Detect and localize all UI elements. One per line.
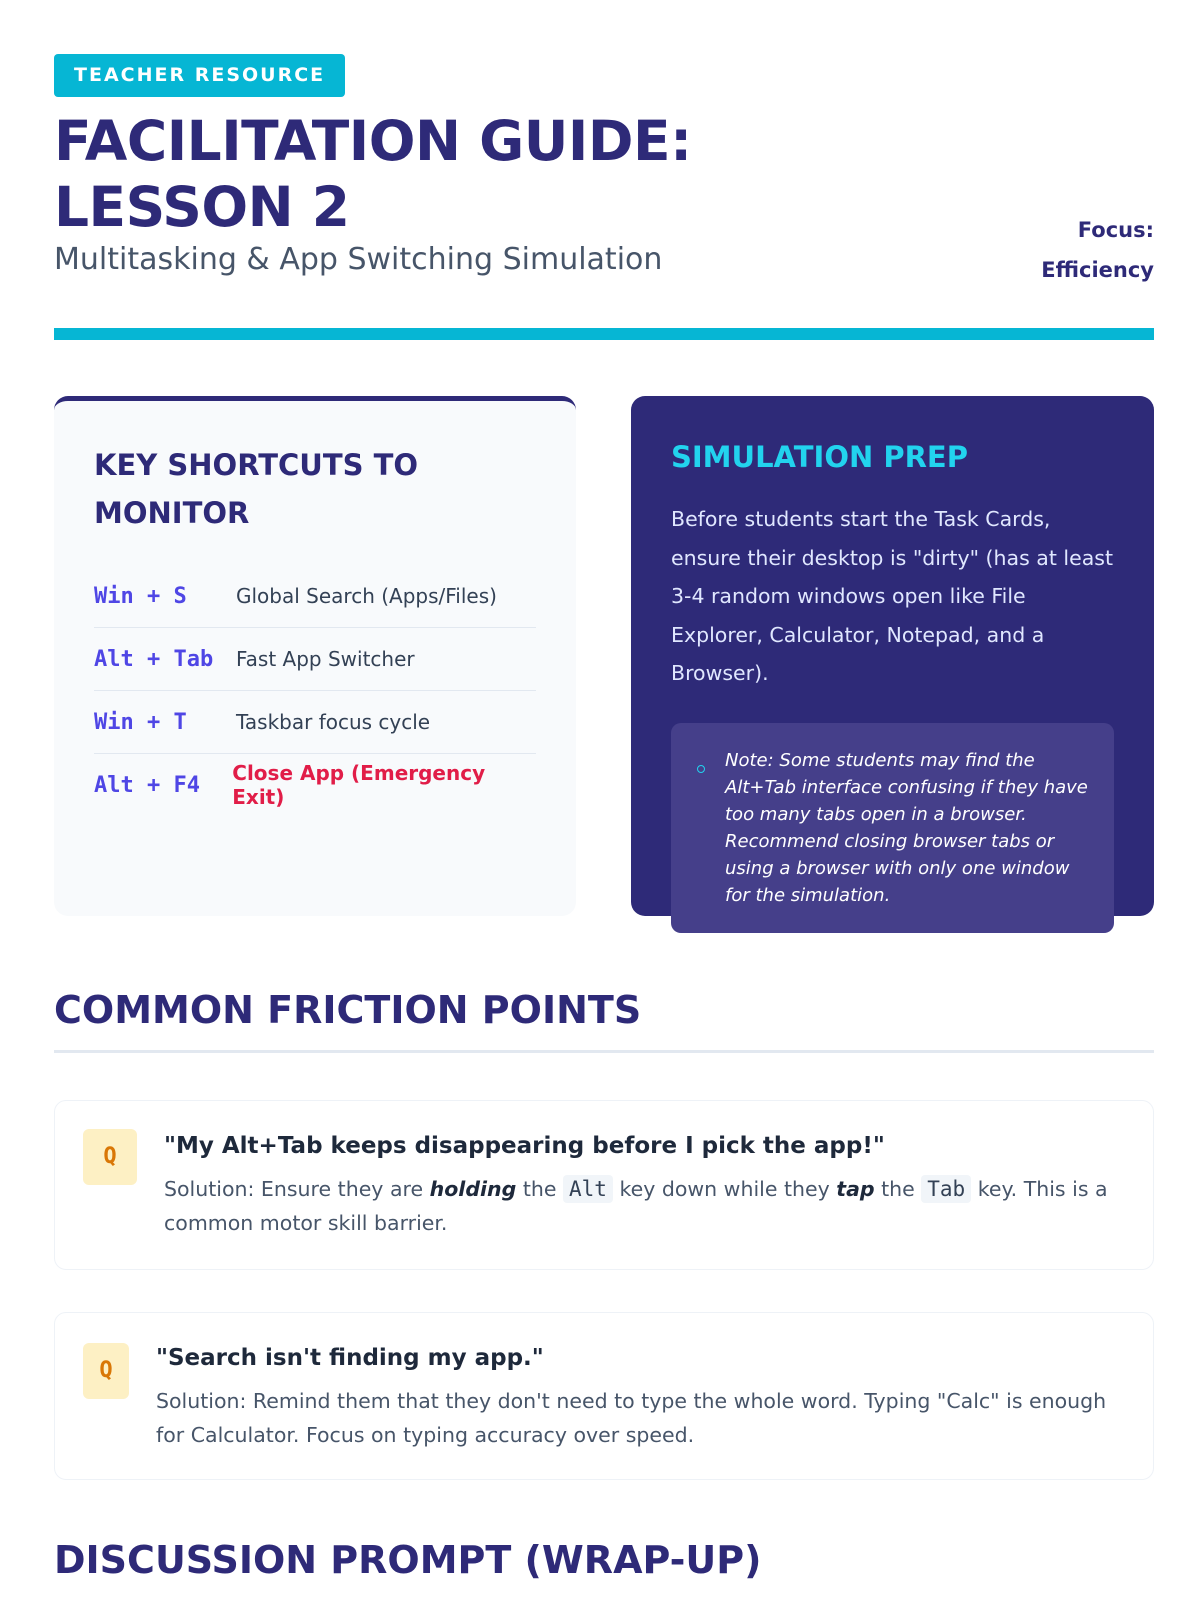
shortcut-keys: Win + T [94,709,187,735]
page-subtitle: Multitasking & App Switching Simulation [54,242,663,277]
shortcut-keys: Alt + Tab [94,646,214,672]
friction-answer [164,1172,1114,1240]
answer-text: key. This is a common motor skill barrier. [164,1177,1108,1235]
discussion-section-title: DISCUSSION PROMPT (WRAP-UP) [54,1538,762,1582]
answer-text: key down while they [612,1177,837,1201]
friction-section-divider [54,1050,1154,1053]
answer-text: the [874,1177,922,1201]
answer-text: Solution: Ensure they are [164,1177,430,1201]
friction-question: "Search isn't finding my app." [156,1345,544,1371]
focus-value: Efficiency [1041,258,1154,282]
header-divider [54,328,1154,340]
friction-answer: Solution: Remind them that they don't need to type the whole word. Typing "Calc" is enough for Calculator. Focus on typing accuracy over speed. [156,1389,1107,1447]
friction-section-title: COMMON FRICTION POINTS [54,988,642,1032]
simulation-prep-title: SIMULATION PREP [671,440,968,474]
question-icon: Q [83,1343,129,1399]
shortcut-keys: Alt + F4 [94,772,200,798]
simulation-prep-body: Before students start the Task Cards, ensure their desktop is "dirty" (has at least 3-4 random windows open like File Explorer, Calculator, Notepad, and a Browser). [671,507,1113,685]
answer-emphasis: holding [429,1177,517,1201]
page [54,0,1154,1600]
friction-question: "My Alt+Tab keeps disappearing before I pick the app!" [164,1133,885,1159]
simulation-prep-card [631,396,1154,916]
shortcut-row [94,628,536,691]
simulation-note [671,723,1114,933]
shortcut-description: Fast App Switcher [236,647,415,671]
shortcut-description: Taskbar focus cycle [236,710,431,734]
page-title [54,108,874,240]
answer-text: the [516,1177,563,1201]
answer-emphasis: tap [836,1177,875,1201]
shortcut-description: Global Search (Apps/Files) [236,584,497,608]
shortcut-row [94,691,536,754]
title-line-2: LESSON 2 [54,175,350,239]
simulation-note-text: Note: Some students may find the Alt+Tab interface confusing if they have too many tabs open in a browser. Recommend closing browser tabs or using a browser with only one window for the simulation. [725,749,1088,906]
shortcut-description-warning: Close App (Emergency Exit) [232,761,486,809]
key-chip: Alt [563,1175,613,1203]
focus-label: Focus: [1077,218,1154,242]
shortcut-keys: Win + S [94,583,187,609]
question-icon: Q [83,1129,137,1185]
shortcuts-card [54,396,576,916]
shortcuts-title: KEY SHORTCUTS TO MONITOR [94,448,419,530]
shortcut-row [94,754,536,816]
focus-tag [994,210,1154,290]
key-chip: Tab [921,1175,971,1203]
shortcut-row [94,565,536,628]
friction-item [54,1312,1154,1480]
title-line-1: FACILITATION GUIDE: [54,109,692,173]
friction-item [54,1100,1154,1270]
resource-badge: TEACHER RESOURCE [54,54,345,97]
info-dot-icon [697,765,705,773]
